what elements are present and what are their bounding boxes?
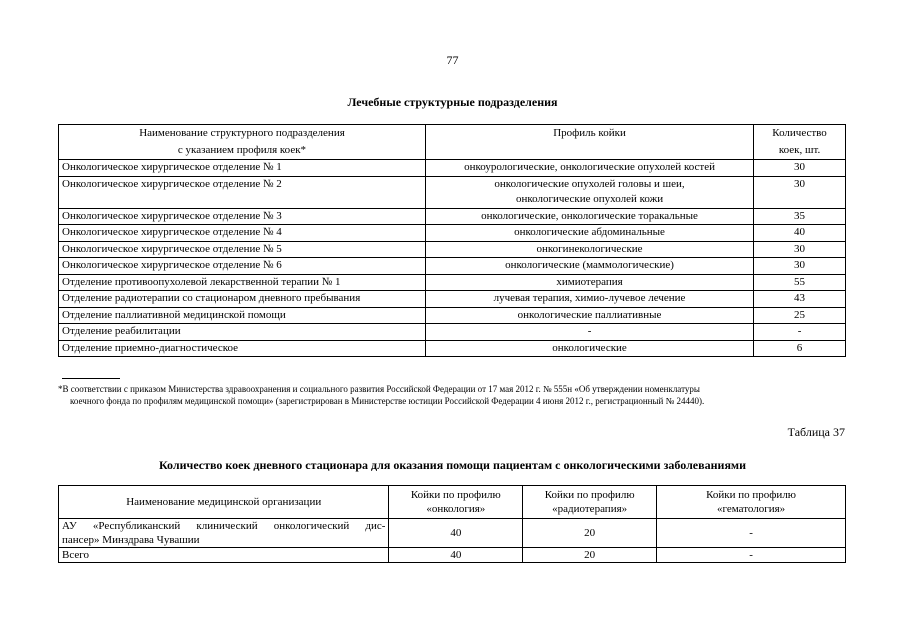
bed-profile: онкологические (маммологические) [425, 258, 753, 275]
bed-count: 30 [754, 160, 846, 177]
header-count [754, 125, 846, 160]
bed-profile: онкологические паллиативные [425, 307, 753, 324]
table-row [59, 340, 846, 357]
bed-count: 6 [754, 340, 846, 357]
radiotherapy-beds: 20 [523, 519, 657, 548]
bed-profile: химиотерапия [425, 274, 753, 291]
footnote-line2: коечного фонда по профилям медицинской помощи» (зарегистрирован в Министерстве юстиции Российской Федерации 4 июня 2012 г., регистрационный № 24440). [70, 396, 705, 406]
table-row [59, 519, 846, 548]
bed-count: - [754, 324, 846, 341]
header-radiotherapy-line2: «радиотерапия» [552, 503, 628, 515]
bed-profile: онкогинекологические [425, 241, 753, 258]
header-org-name: Наименование медицинской организации [59, 486, 389, 519]
table-row [59, 274, 846, 291]
bed-profile-line1: онкологические опухолей головы и шеи, [494, 177, 685, 190]
table-row [59, 324, 846, 341]
header-profile: Профиль койки [425, 125, 753, 160]
bed-profile: онкологические [425, 340, 753, 357]
unit-name: Отделение приемно-диагностическое [59, 340, 426, 357]
header-oncology-line1: Койки по профилю [410, 489, 501, 501]
unit-name: Онкологическое хирургическое отделение № 5 [59, 241, 426, 258]
structural-units-table [58, 124, 846, 357]
bed-profile: онкологические, онкологические торакальные [425, 208, 753, 225]
table-row [59, 208, 846, 225]
table-row [59, 291, 846, 308]
header-radiotherapy [523, 486, 657, 519]
page-number: 77 [446, 53, 459, 67]
org-name [59, 519, 389, 548]
total-radiotherapy-beds: 20 [523, 548, 657, 563]
bed-count: 25 [754, 307, 846, 324]
bed-count: 35 [754, 208, 846, 225]
section-title: Лечебные структурные подразделения [347, 95, 558, 109]
footnote [58, 383, 848, 407]
table-header-row [59, 486, 846, 519]
section-title-2: Количество коек дневного стационара для оказания помощи пациентам с онкологическими заболеваниями [158, 458, 747, 472]
bed-count: 30 [754, 258, 846, 275]
table-row [59, 307, 846, 324]
unit-name: Онкологическое хирургическое отделение № 2 [59, 176, 426, 208]
header-unit-name-line1: Наименование структурного подразделения [139, 127, 345, 139]
bed-profile-line2: онкологические опухолей кожи [515, 193, 664, 205]
bed-profile: лучевая терапия, химио-лучевое лечение [425, 291, 753, 308]
bed-profile: онкологические абдоминальные [425, 225, 753, 242]
table-total-row [59, 548, 846, 563]
org-name-line2: пансер» Минздрава Чувашии [62, 534, 200, 546]
table-row [59, 160, 846, 177]
oncology-beds: 40 [389, 519, 523, 548]
header-hematology [657, 486, 846, 519]
header-hematology-line2: «гематология» [716, 503, 786, 515]
header-unit-name [59, 125, 426, 160]
total-oncology-beds: 40 [389, 548, 523, 563]
bed-count: 40 [754, 225, 846, 242]
header-unit-name-line2: с указанием профиля коек* [177, 144, 307, 156]
bed-count: 43 [754, 291, 846, 308]
bed-count: 30 [754, 176, 846, 208]
unit-name: Онкологическое хирургическое отделение № 3 [59, 208, 426, 225]
table-row [59, 176, 846, 208]
header-oncology-line2: «онкология» [426, 503, 486, 515]
unit-name: Отделение реабилитации [59, 324, 426, 341]
header-hematology-line1: Койки по профилю [706, 489, 797, 501]
unit-name: Отделение паллиативной медицинской помощи [59, 307, 426, 324]
bed-count: 30 [754, 241, 846, 258]
header-count-line2: коек, шт. [778, 144, 821, 156]
unit-name: Отделение радиотерапии со стационаром дневного пребывания [59, 291, 426, 308]
table-caption: Таблица 37 [787, 425, 845, 439]
org-name-line1: АУ «Республиканский клинический онкологический дис- [62, 520, 386, 532]
unit-name: Отделение противоопухолевой лекарственной терапии № 1 [59, 274, 426, 291]
header-radiotherapy-line1: Койки по профилю [544, 489, 635, 501]
bed-profile: - [425, 324, 753, 341]
unit-name: Онкологическое хирургическое отделение № 1 [59, 160, 426, 177]
bed-count: 55 [754, 274, 846, 291]
table-row [59, 241, 846, 258]
table-header-row [59, 125, 846, 160]
table-row [59, 225, 846, 242]
unit-name: Онкологическое хирургическое отделение № 4 [59, 225, 426, 242]
footnote-divider [62, 378, 120, 379]
total-label: Всего [59, 548, 389, 563]
unit-name: Онкологическое хирургическое отделение № 6 [59, 258, 426, 275]
table-row [59, 258, 846, 275]
footnote-line1: *В соответствии с приказом Министерства здравоохранения и социального развития Российской Федерации от 17 мая 2012 г. № 555н «Об утверждении номенклатуры [58, 384, 700, 394]
header-oncology [389, 486, 523, 519]
bed-profile [425, 176, 753, 208]
day-hospital-beds-table [58, 485, 846, 563]
hematology-beds: - [657, 519, 846, 548]
bed-profile: онкоурологические, онкологические опухолей костей [425, 160, 753, 177]
header-count-line1: Количество [772, 127, 827, 139]
total-hematology-beds: - [657, 548, 846, 563]
